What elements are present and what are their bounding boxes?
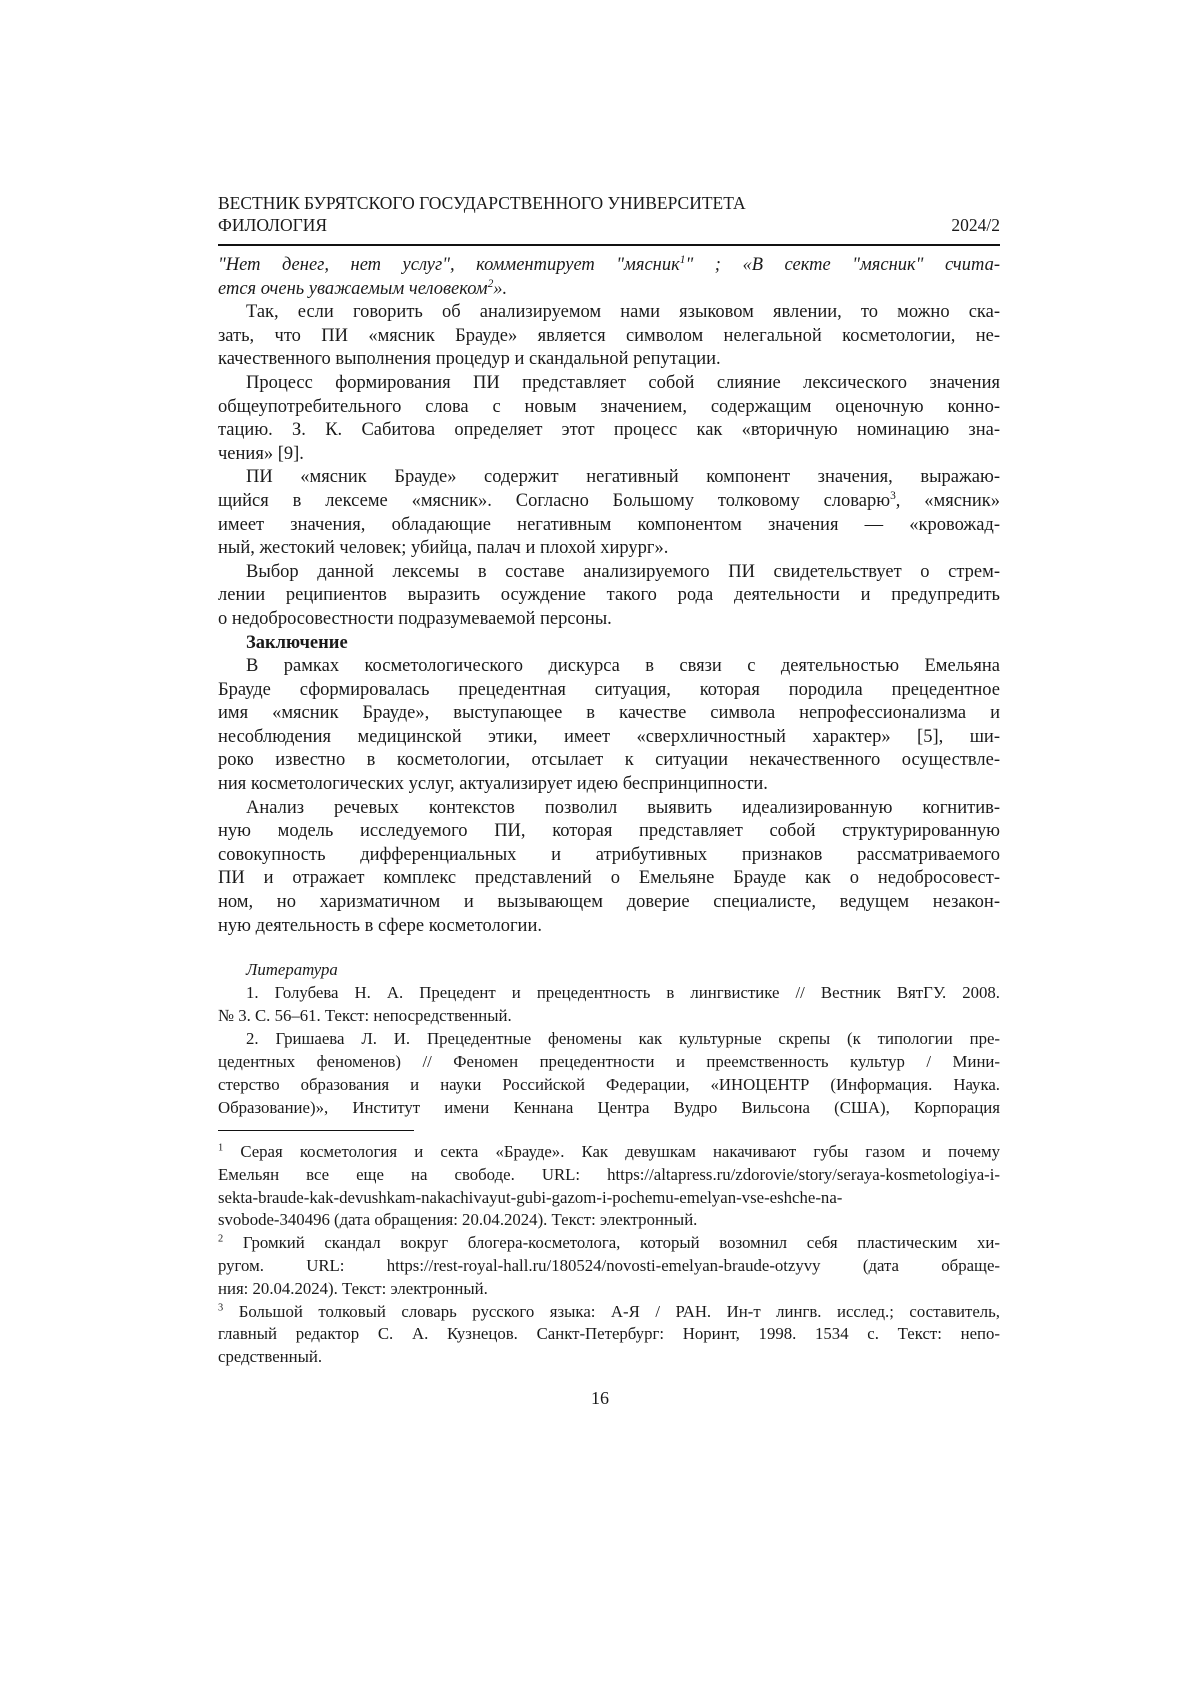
text-line: Заключение xyxy=(218,632,1000,656)
footnotes-section xyxy=(218,1141,1000,1369)
paragraph xyxy=(218,301,1000,372)
text-line xyxy=(218,1232,1000,1255)
text-line: В рамках косметологического дискурса в связи с деятельностью Емельяна xyxy=(218,655,1000,679)
paragraph xyxy=(218,466,1000,560)
text-line: имя «мясник Брауде», выступающее в качестве символа непрофессионализма и xyxy=(218,702,1000,726)
text-line: ный, жестокий человек; убийца, палач и плохой хирург». xyxy=(218,537,1000,561)
text-line: Литература xyxy=(218,958,1000,981)
text-line: svobode-340496 (дата обращения: 20.04.2024). Текст: электронный. xyxy=(218,1209,1000,1232)
text-line: 1. Голубева Н. А. Прецедент и прецедентность в лингвистике // Вестник ВятГУ. 2008. xyxy=(218,981,1000,1004)
footnote-marker: 1 xyxy=(218,1142,223,1153)
footnote-marker: 2 xyxy=(218,1234,223,1245)
text-line: роко известно в косметологии, отсылает к ситуации некачественного осуществле- xyxy=(218,749,1000,773)
text-segment: " ; «В секте "мясник" счита- xyxy=(686,255,1001,275)
journal-section: ФИЛОЛОГИЯ xyxy=(218,214,327,236)
paragraph xyxy=(218,1141,1000,1232)
references-section xyxy=(218,958,1000,1119)
text-line: ругом. URL: https://rest-royal-hall.ru/180524/novosti-emelyan-braude-otzyvy (дата обраще- xyxy=(218,1255,1000,1278)
text-line: несоблюдения медицинской этики, имеет «сверхличностный характер» [5], ши- xyxy=(218,726,1000,750)
text-line xyxy=(218,1141,1000,1164)
text-line: Выбор данной лексемы в составе анализируемого ПИ свидетельствует о стрем- xyxy=(218,561,1000,585)
paragraph xyxy=(218,1301,1000,1369)
footnote-separator xyxy=(218,1130,414,1131)
text-line: ную деятельность в сфере косметологии. xyxy=(218,915,1000,939)
text-line xyxy=(218,254,1000,278)
text-line: имеет значения, обладающие негативным компонентом значения — «кровожад- xyxy=(218,514,1000,538)
text-line: средственный. xyxy=(218,1346,1000,1369)
text-line: тацию. З. К. Сабитова определяет этот процесс как «вторичную номинацию зна- xyxy=(218,419,1000,443)
text-line: Процесс формирования ПИ представляет собой слияние лексического значения xyxy=(218,372,1000,396)
text-line: совокупность дифференциальных и атрибутивных признаков рассматриваемого xyxy=(218,844,1000,868)
text-segment: Серая косметология и секта «Брауде». Как девушкам накачивают губы газом и почему xyxy=(223,1142,1000,1161)
text-segment: "Нет денег, нет услуг", комментирует "мясник xyxy=(218,255,680,275)
section-heading xyxy=(218,632,1000,656)
text-line: Брауде сформировалась прецедентная ситуация, которая породила прецедентное xyxy=(218,679,1000,703)
text-line: цедентных феноменов) // Феномен прецедентности и преемственность культур / Мини- xyxy=(218,1050,1000,1073)
subheading xyxy=(218,958,1000,981)
journal-title: ВЕСТНИК БУРЯТСКОГО ГОСУДАРСТВЕННОГО УНИВЕРСИТЕТА xyxy=(218,192,1000,214)
header-rule xyxy=(218,244,1000,246)
text-line: чения» [9]. xyxy=(218,443,1000,467)
text-line: Анализ речевых контекстов позволил выявить идеализированную когнитив- xyxy=(218,797,1000,821)
text-segment: , «мясник» xyxy=(896,491,1000,511)
paragraph xyxy=(218,655,1000,797)
text-line: общеупотребительного слова с новым значением, содержащим оценочную конно- xyxy=(218,396,1000,420)
paragraph xyxy=(218,981,1000,1027)
text-line xyxy=(218,1301,1000,1324)
text-line: ПИ и отражает комплекс представлений о Емельяне Брауде как о недобросовест- xyxy=(218,867,1000,891)
text-line: лении реципиентов выразить осуждение такого рода деятельности и предупредить xyxy=(218,584,1000,608)
text-line: главный редактор С. А. Кузнецов. Санкт-Петербург: Норинт, 1998. 1534 с. Текст: непо- xyxy=(218,1323,1000,1346)
footnote-marker: 2 xyxy=(488,278,494,290)
header-row xyxy=(218,214,1000,236)
text-line xyxy=(218,278,1000,302)
text-segment: ». xyxy=(493,279,507,299)
paragraph xyxy=(218,372,1000,466)
text-line: зать, что ПИ «мясник Брауде» является символом нелегальной косметологии, не- xyxy=(218,325,1000,349)
text-line: Так, если говорить об анализируемом нами языковом явлении, то можно ска- xyxy=(218,301,1000,325)
text-line xyxy=(218,490,1000,514)
paragraph xyxy=(218,797,1000,939)
paragraph xyxy=(218,561,1000,632)
running-header xyxy=(218,192,1000,236)
text-segment: щийся в лексеме «мясник». Согласно Большому толковому словарю xyxy=(218,491,890,511)
text-line: ном, но харизматичном и вызывающем доверие специалисте, ведущем незакон- xyxy=(218,891,1000,915)
issue-number: 2024/2 xyxy=(951,214,1000,236)
text-line: ную модель исследуемого ПИ, которая представляет собой структурированную xyxy=(218,820,1000,844)
text-line: ния: 20.04.2024). Текст: электронный. xyxy=(218,1278,1000,1301)
text-segment: ется очень уважаемым человеком xyxy=(218,279,488,299)
article-body xyxy=(218,254,1000,938)
text-segment: Большой толковый словарь русского языка: А-Я / РАН. Ин-т лингв. исслед.; составитель, xyxy=(223,1302,1000,1321)
page-number: 16 xyxy=(0,1388,1200,1409)
text-line: ПИ «мясник Брауде» содержит негативный компонент значения, выражаю- xyxy=(218,466,1000,490)
footnote-marker: 3 xyxy=(218,1302,223,1313)
text-line: 2. Гришаева Л. И. Прецедентные феномены как культурные скрепы (к типологии пре- xyxy=(218,1027,1000,1050)
text-line: о недобросовестности подразумеваемой персоны. xyxy=(218,608,1000,632)
text-line: № 3. С. 56–61. Текст: непосредственный. xyxy=(218,1004,1000,1027)
footnote-marker: 1 xyxy=(680,254,686,266)
text-line: Образование)», Институт имени Кеннана Центра Вудро Вильсона (США), Корпорация xyxy=(218,1096,1000,1119)
text-segment: Громкий скандал вокруг блогера-косметолога, который возомнил себя пластическим хи- xyxy=(223,1233,1000,1252)
footnote-marker: 3 xyxy=(890,490,896,502)
paragraph xyxy=(218,1027,1000,1119)
paragraph xyxy=(218,254,1000,301)
text-line: sekta-braude-kak-devushkam-nakachivayut-gubi-gazom-i-pochemu-emelyan-vse-eshche-na- xyxy=(218,1187,1000,1210)
text-line: качественного выполнения процедур и скандальной репутации. xyxy=(218,348,1000,372)
paragraph xyxy=(218,1232,1000,1300)
text-line: Емельян все еще на свободе. URL: https://altapress.ru/zdorovie/story/seraya-kosmetologiya-i- xyxy=(218,1164,1000,1187)
text-line: стерство образования и науки Российской Федерации, «ИНОЦЕНТР (Информация. Наука. xyxy=(218,1073,1000,1096)
text-line: ния косметологических услуг, актуализирует идею беспринципности. xyxy=(218,773,1000,797)
